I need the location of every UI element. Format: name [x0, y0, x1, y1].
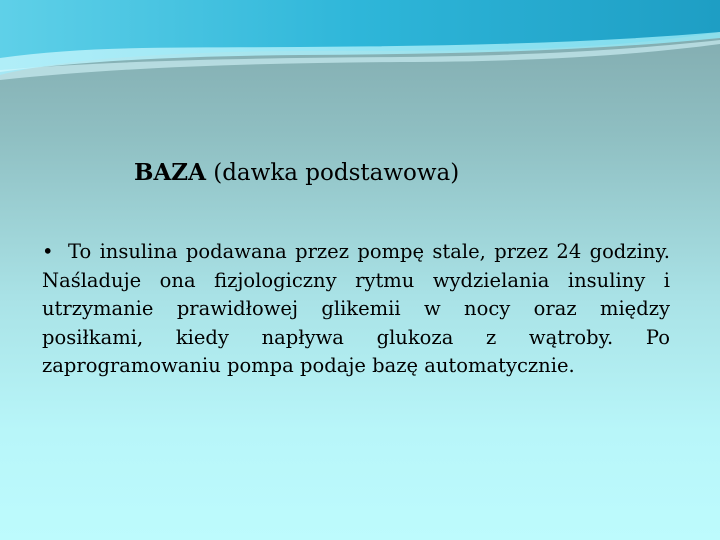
title-bold: BAZA [134, 159, 206, 186]
bullet-paragraph [42, 238, 670, 381]
bullet-text: To insulina podawana przez pompę stale, przez 24 godziny. Naśladuje ona fizjologiczny rytmu wydzielania insuliny i utrzymanie prawidłowej glikemii w nocy oraz między posiłkami, kiedy napływa glukoza z wątroby. Po zaprogramowaniu pompa podaje bazę automatycznie. [42, 240, 670, 377]
decorative-wave-header [0, 0, 720, 90]
slide-title [134, 158, 459, 188]
bullet-icon: • [42, 240, 54, 263]
title-rest: (dawka podstawowa) [205, 160, 460, 186]
